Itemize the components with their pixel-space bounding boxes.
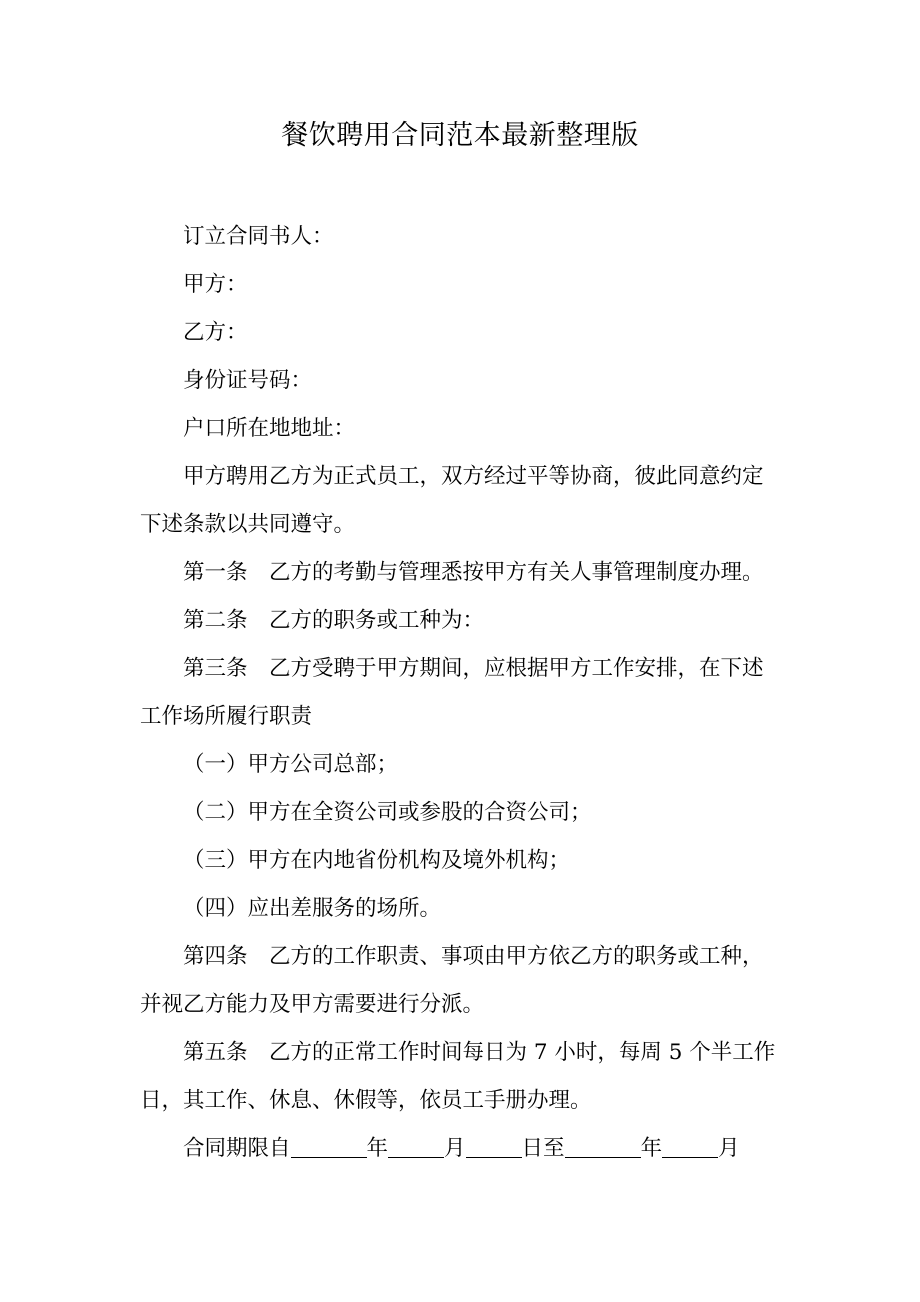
article-4 [140,934,770,980]
paragraph-party-a: 甲方： [183,272,248,297]
list-item-1: （一）甲方公司总部； [183,752,399,777]
article-3-label: 第三条 [183,656,248,681]
article-2-label: 第二条 [183,608,248,633]
term-year-2: 年 [640,1136,663,1161]
article-1-label: 第一条 [183,560,248,585]
contract-term [140,1126,770,1172]
article-4-text: 乙方的工作职责、事项由甲方依乙方的职务或工种， [269,944,764,969]
article-1 [140,550,770,596]
blank-end-month[interactable] [662,1135,718,1158]
term-year-1: 年 [366,1136,389,1161]
blank-end-year[interactable] [565,1135,641,1158]
term-prefix: 合同期限自 [183,1136,291,1161]
article-3 [140,646,770,692]
article-5-label: 第五条 [183,1040,248,1065]
article-1-text: 乙方的考勤与管理悉按甲方有关人事管理制度办理。 [269,560,764,585]
blank-start-year[interactable] [291,1135,367,1158]
article-2-text: 乙方的职务或工种为： [269,608,485,633]
article-4-continued: 并视乙方能力及甲方需要进行分派。 [140,992,485,1017]
paragraph-contract-parties: 订立合同书人： [183,224,334,249]
article-2 [140,598,770,644]
article-5-continued: 日，其工作、休息、休假等，依员工手册办理。 [140,1088,592,1113]
paragraph-id-number: 身份证号码： [183,368,313,393]
blank-start-day[interactable] [466,1135,522,1158]
term-month-1: 月 [444,1136,466,1161]
list-item-2: （二）甲方在全资公司或参股的合资公司； [183,800,592,825]
term-day-1: 日至 [521,1136,565,1161]
article-5 [140,1030,776,1076]
article-3-continued: 工作场所履行职责 [140,704,313,729]
document-body [140,214,776,1174]
article-3-text: 乙方受聘于甲方期间，应根据甲方工作安排，在下述 [269,656,764,681]
list-item-3: （三）甲方在内地省份机构及境外机构； [183,848,571,873]
article-4-label: 第四条 [183,944,248,969]
document-title: 餐饮聘用合同范本最新整理版 [281,120,639,151]
article-5-text: 乙方的正常工作时间每日为 7 小时，每周 5 个半工作 [269,1040,776,1065]
list-item-4: （四）应出差服务的场所。 [183,896,442,921]
paragraph-intro: 甲方聘用乙方为正式员工，双方经过平等协商，彼此同意约定 [183,464,764,489]
paragraph-intro-continued: 下述条款以共同遵守。 [140,512,356,537]
paragraph-party-b: 乙方： [183,320,248,345]
blank-start-month[interactable] [388,1135,444,1158]
term-month-2: 月 [718,1136,740,1161]
paragraph-household-address: 户口所在地地址： [183,416,356,441]
